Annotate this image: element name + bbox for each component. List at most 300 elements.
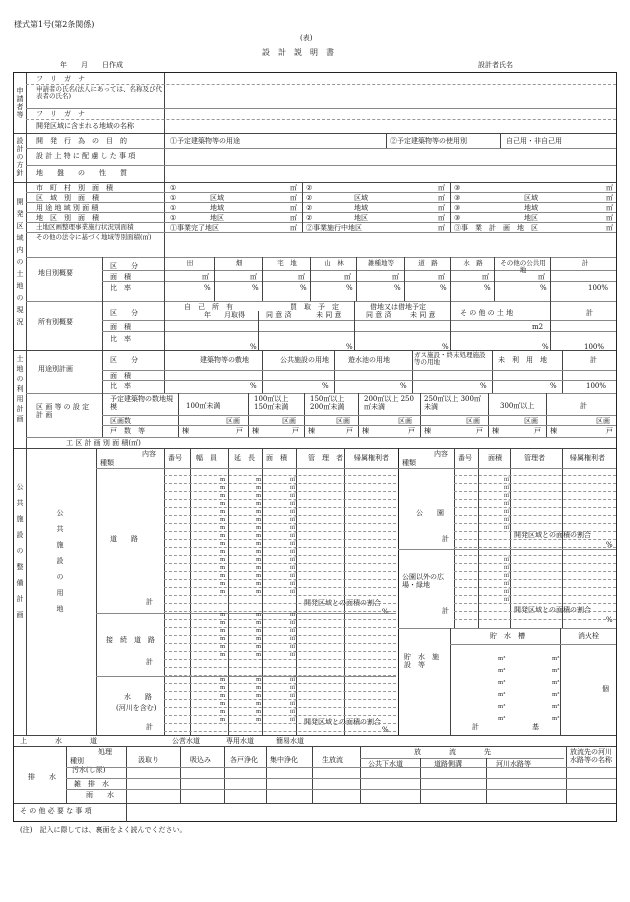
furigana-label: フ リ ガ ナ [36,75,85,83]
col-num: 番号 [168,454,182,462]
divider [102,425,616,426]
divider [26,222,616,223]
divider [164,651,396,652]
ko-unit: 戸 [292,427,299,435]
divider [310,257,311,301]
scale-col-4: 200㎡以上 250㎡未満 [364,395,414,412]
m-unit: m [220,644,226,650]
divider [450,182,451,232]
divider [26,437,616,438]
base-unit: 基 [532,723,539,731]
divider [26,301,616,302]
land-row-3: 用 途 地 域 別 面 積 [36,204,99,212]
m-unit: m [256,693,262,699]
percent: % [394,284,401,292]
divider [66,746,67,803]
rcol-num: 番号 [458,454,472,462]
m3-unit: m³ [498,656,506,662]
divider [356,257,357,301]
m2-unit: ㎡ [290,485,296,491]
m-unit: m [256,685,262,691]
m-unit: m [220,541,226,547]
kukaku-unit: 区画 [282,417,296,425]
divider [420,758,421,803]
division-label: 区 画 等 の 設 定 計 画 [36,403,90,420]
divider [14,182,616,183]
divider [66,778,616,779]
drain-row-3: 雨 水 [86,791,114,799]
kubun-label: 区 分 [110,356,138,364]
park-label: 公 園 [416,509,444,517]
divider [26,232,616,233]
m2-unit: ㎡ [290,701,296,707]
m2-unit: ㎡ [504,517,510,523]
use-col-3: 遊水池の用地 [348,356,390,364]
applicant-section: 申請者等 [16,87,25,119]
annex-label: (表) [300,34,313,42]
divider [454,539,616,540]
area-row: 面 積 [110,323,131,331]
divider [164,73,165,133]
plan-section: 土地の利用計画 [16,355,25,425]
divider [14,735,616,736]
divider [102,415,616,416]
m3-unit: m³ [552,680,560,686]
ratio-note: 開発区域との面積の割合 [514,531,591,539]
divider [126,803,127,822]
divider [26,393,616,394]
divider [102,301,103,350]
divider [450,301,451,350]
m-unit: m [256,549,262,555]
m-unit: m [220,557,226,563]
num-3: ③ [454,194,461,202]
percent: % [542,343,549,351]
out-col-3: 河川水路等 [496,760,531,768]
m2-unit: ㎡ [290,565,296,571]
owner-sub: 同 意 済 [266,311,292,319]
form-id: 様式第1号(第2条関係) [14,20,95,29]
divider [164,683,396,684]
proc-label: 処理 [98,748,112,756]
divider [164,499,396,500]
divider [398,468,616,469]
drain-col-1: 汲取り [138,756,159,764]
m-unit: m [220,701,226,707]
col-area: 面 積 [266,454,287,462]
m2-unit: ㎡ [504,565,510,571]
proj-2: ②事業施行中地区 [306,224,362,232]
divider [360,746,361,803]
num-1: ① [170,214,177,222]
num-2: ② [306,214,313,222]
divider [180,746,181,803]
divider [164,483,396,484]
col-label: 区域 [354,194,368,202]
green-label: 公園以外の広場・緑地 [402,573,444,590]
m3-unit: m³ [552,692,560,698]
divider [66,767,616,768]
divider [102,257,103,301]
m2-unit: ㎡ [290,652,296,658]
hydrant-unit: 個 [602,685,609,693]
kukaku-unit: 区画 [398,417,412,425]
divider [26,148,616,149]
kind-label: 種別 [70,757,84,765]
water-total: 計 [146,723,153,731]
rcol-owner: 帰属権利者 [570,454,605,462]
divider [454,595,616,596]
m-unit: m [220,628,226,634]
furigana-label-2: フ リ ガ ナ [36,110,85,118]
divider [26,108,616,109]
land-section: 開発区域内の土地の現況 [16,198,25,330]
m-unit: m [220,549,226,555]
divider [164,627,396,628]
m-unit: m [220,573,226,579]
considerations-label: 設 計 上 特 に 配 慮 し た 事 項 [36,152,136,160]
ratio-row: 比 率 [110,335,131,343]
divider [412,350,413,393]
divider [398,628,616,629]
landuse-category: 計 [581,259,589,267]
m2-unit: ㎡ [290,693,296,699]
kukaku-unit: 区画 [596,417,610,425]
divider [102,320,616,321]
divider [454,563,616,564]
unit: ㎡ [290,204,297,212]
policy-section: 設計の方針 [16,137,25,177]
divider [14,803,616,804]
divider [334,350,335,393]
divider [164,350,165,393]
m-unit: m [256,652,262,658]
landuse-category: 畑 [235,259,243,267]
divider [126,746,127,803]
water-supply-label: 上 水 道 [20,737,97,745]
m-unit: m [256,485,262,491]
landuse-category: その他の公共用地 [500,259,546,275]
mune-unit: 棟 [362,427,369,435]
num-2: ② [306,204,313,212]
divider [550,301,551,350]
col-length: 延 長 [234,454,255,462]
use-type: 自己用・非自己用 [506,137,562,145]
unit: ㎡ [438,184,445,192]
m-unit: m [220,525,226,531]
m-unit: m [256,644,262,650]
unit: ㎡ [438,204,445,212]
divider [26,212,616,213]
divider [454,507,616,508]
percent: % [300,284,307,292]
m2-unit: ㎡ [504,525,510,531]
kubun-label: 区 分 [110,262,138,270]
divider [164,523,396,524]
divider [398,448,399,735]
rcol-manager: 管理者 [524,454,545,462]
divider [164,587,396,588]
total-pct: 100% [586,382,607,390]
scale-col-7: 計 [580,402,587,410]
landuse-category: 山 林 [324,259,344,267]
river-name-label: 放流先の河川水路等の名称 [570,748,612,765]
m-unit: m [220,709,226,715]
supply-opt-3: 簡易水道 [276,737,304,745]
m-unit: m [256,620,262,626]
percent: % [346,343,353,351]
road-label: 道 路 [110,535,138,543]
mune-unit: 棟 [308,427,315,435]
m2-unit: ㎡ [290,685,296,691]
percent: % [204,284,211,292]
m2-unit: ㎡ [290,677,296,683]
divider [164,595,396,596]
divider [96,676,396,677]
applicant-name-label: 申請者の氏名(法人にあっては、名称及び代表者の氏名) [36,85,162,101]
owner-col-4: そ の 他 の 土 地 [460,309,514,317]
conn-total: 計 [146,658,153,666]
unit: ㎡ [298,273,305,281]
divider [26,350,27,448]
m-unit: m [220,581,226,587]
footnote: (注) 記入に際しては、裏面をよく読んでください。 [20,826,187,834]
mune-unit: 棟 [550,427,557,435]
m-unit: m [256,636,262,642]
owner-sub: 年 [204,311,211,319]
percent: % [480,382,487,390]
divider [164,301,165,350]
divider [404,257,405,301]
kukaku-unit: 区画 [226,417,240,425]
use-option-2: ②予定建築物等の使用別 [390,137,467,145]
proj-3: ③事 業 計 画 地 区 [454,224,538,232]
divider [14,350,616,351]
form-table [13,72,617,822]
unit: ㎡ [438,214,445,222]
divider [454,523,616,524]
divider [164,635,396,636]
divider [164,699,396,700]
divider [164,491,396,492]
m-unit: m [220,652,226,658]
use-option-1: ①予定建築物等の用途 [170,137,240,145]
supply-opt-1: 公営水道 [172,737,200,745]
drain-label: 排 水 [28,773,56,781]
divider [450,257,451,301]
m-unit: m [256,589,262,595]
unit: ㎡ [482,273,489,281]
divider [164,531,396,532]
percent: % [606,616,613,624]
divider [102,370,616,371]
unit: ㎡ [290,214,297,222]
supply-opt-2: 専用水道 [226,737,254,745]
percent: % [322,382,329,390]
type-label: 種類 [100,459,114,467]
percent: % [346,284,353,292]
scale-col-3: 150㎡以上 200㎡未満 [310,395,345,412]
m-unit: m [220,509,226,515]
divider [26,182,27,350]
m3-unit: m³ [498,692,506,698]
divider [14,448,616,449]
divider [258,311,259,350]
scale-col-1: 100㎡未満 [186,402,221,410]
m2-unit: ㎡ [504,477,510,483]
m-unit: m [220,517,226,523]
divider [454,491,616,492]
m-unit: m [256,573,262,579]
m2-unit: ㎡ [290,509,296,515]
drain-col-3: 各戸浄化 [230,756,258,764]
landuse-label: 地目別概要 [38,269,73,277]
divider [454,483,616,484]
divider [454,555,616,556]
divider [354,301,355,350]
type-label: 種類 [402,459,416,467]
percent: % [484,284,491,292]
land-row-2: 区 域 別 面 積 [36,194,99,202]
divider [14,746,616,747]
divider [164,571,396,572]
col-label: 地域 [354,204,368,212]
divider [164,547,396,548]
divider [262,350,263,393]
m-unit: m [220,493,226,499]
num-3: ③ [454,204,461,212]
water-label: 水 路 [124,693,152,701]
divider [26,165,616,166]
col-owner: 帰属権利者 [354,454,389,462]
divider [386,133,387,148]
unit: ㎡ [250,273,257,281]
divider [164,723,396,724]
m3-unit: m³ [552,704,560,710]
owner-sub: 未 同 意 [410,311,436,319]
percent: % [252,284,259,292]
land-row-6: その他の法令に基づく地域等別面積(㎡) [36,233,152,241]
content-label: 内容 [434,450,448,458]
percent: % [382,608,389,616]
landuse-category: 雑種地等 [368,259,394,267]
percent: % [442,343,449,351]
divider [562,350,563,393]
percent: % [400,382,407,390]
col-manager: 管 理 者 [308,454,343,462]
m-unit: m [256,565,262,571]
col-label: 地区 [524,214,538,222]
divider [26,192,616,193]
divider [164,731,396,732]
divider [164,563,396,564]
area-row: 面 積 [110,273,131,281]
divider [454,571,616,572]
m-unit: m [256,493,262,499]
divider [164,133,165,182]
m-unit: m [220,477,226,483]
ko-unit: 戸 [606,427,613,435]
m2-unit: ㎡ [290,533,296,539]
m2-label: m2 [532,323,544,331]
divider [164,603,396,604]
num-1: ① [170,204,177,212]
use-col-6: 計 [590,356,597,364]
ground-label: 地 盤 の 性 質 [36,169,127,177]
m-unit: m [256,581,262,587]
m-unit: m [256,717,262,723]
divider [492,350,493,393]
unit: ㎡ [438,194,445,202]
m-unit: m [220,685,226,691]
drain-col-5: 生放流 [322,756,343,764]
m2-unit: ㎡ [290,549,296,555]
m2-unit: ㎡ [290,612,296,618]
page-title: 設 計 説 明 書 [262,48,334,57]
divider [96,613,396,614]
conn-road-label: 接 続 道 路 [106,636,155,644]
m2-unit: ㎡ [290,717,296,723]
m2-unit: ㎡ [290,636,296,642]
storage-label: 貯 水 施 設 等 [404,653,446,670]
m3-unit: m³ [498,680,506,686]
divider [14,133,616,134]
m2-unit: ㎡ [290,589,296,595]
outflow-label: 放 流 先 [414,748,491,756]
land-row-1: 市 町 村 別 面 積 [36,184,113,192]
land-row-5: 土地区画整理事業施行状況別面積 [36,223,134,231]
water-sub: (河川を含む) [116,704,157,712]
drain-col-4: 集中浄化 [270,756,298,764]
col-label: 区域 [524,194,538,202]
hydrant-label: 消火栓 [578,632,599,640]
kukaku-unit: 区画 [524,417,538,425]
percent: % [550,382,557,390]
ko-unit: 戸 [408,427,415,435]
divider [164,611,396,612]
divider [486,758,487,803]
percent: % [250,382,257,390]
unit: ㎡ [290,224,297,232]
area-name-label: 開発区域に含まれる地域の名称 [36,122,134,130]
unit: ㎡ [606,214,613,222]
num-1: ① [170,184,177,192]
m-unit: m [220,485,226,491]
m2-unit: ㎡ [290,709,296,715]
designer-label: 設計者氏名 [478,61,513,69]
m3-unit: m³ [552,656,560,662]
unit: ㎡ [202,273,209,281]
ratio-note: 開発区域との面積の割合 [514,606,591,614]
land-row-4: 地 区 別 面 積 [36,214,99,222]
divider [164,659,396,660]
m3-unit: m³ [498,716,506,722]
ko-unit: 戸 [236,427,243,435]
m3-unit: m³ [498,704,506,710]
divider [360,758,564,759]
m-unit: m [220,533,226,539]
landuse-category: 田 [186,259,194,267]
ratio-note: 開発区域との面積の割合 [304,718,381,726]
divider [550,257,551,301]
divider [96,448,97,735]
divider [164,675,396,676]
divider [164,643,396,644]
owner-sub: 月取得 [224,311,245,319]
divider [454,619,616,620]
unit: ㎡ [392,273,399,281]
num-2: ② [306,194,313,202]
